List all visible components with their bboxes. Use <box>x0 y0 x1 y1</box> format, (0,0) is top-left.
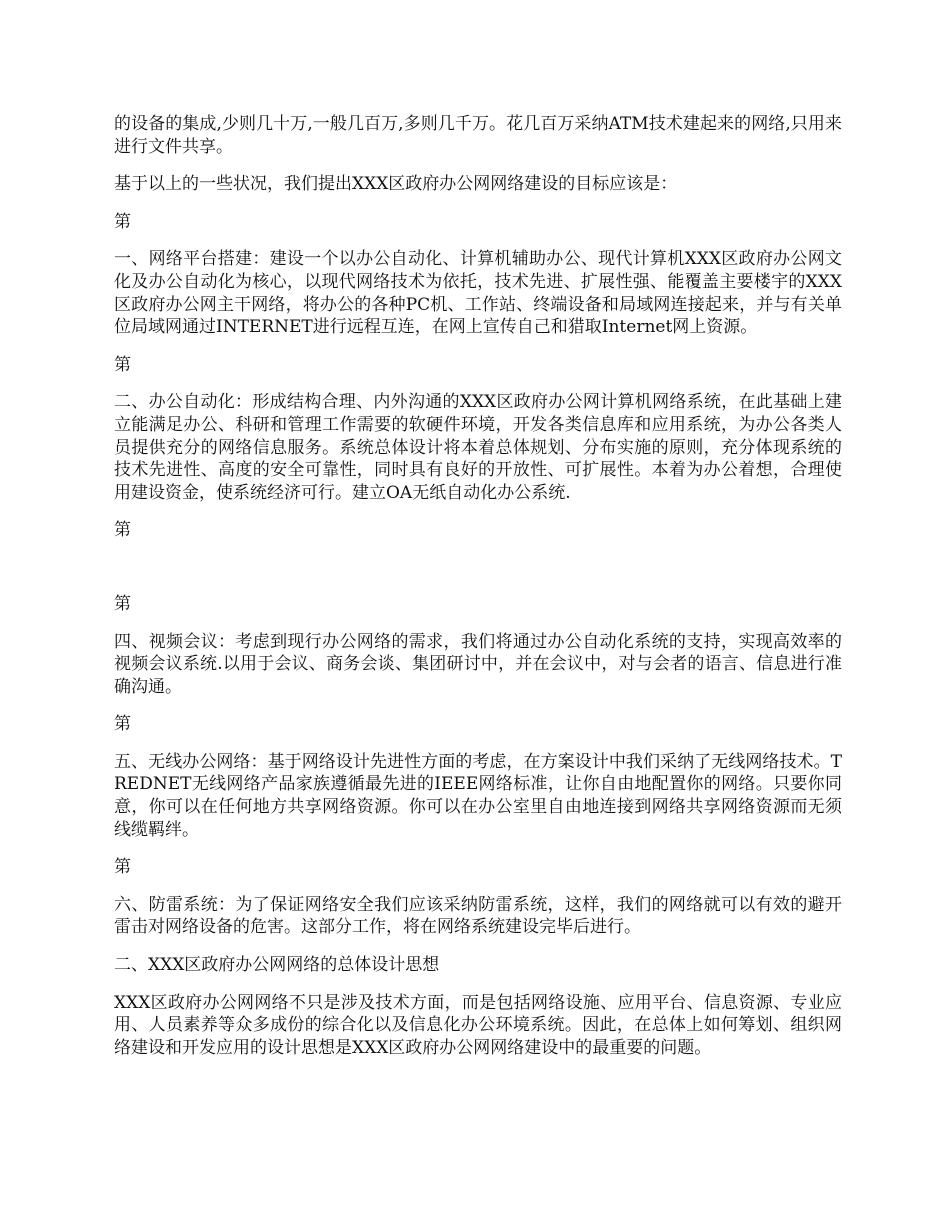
section-marker: 第 <box>114 354 131 375</box>
paragraph-video-conference: 四、视频会议：考虑到现行办公网络的需求，我们将通过办公自动化系统的支持，实现高效率的视频会议系统.以用于会议、商务会谈、集团研讨中，并在会议中，对与会者的语言、信息进行准确沟通。 <box>114 631 842 697</box>
paragraph-design-philosophy: XXX区政府办公网网络不只是涉及技术方面，而是包括网络设施、应用平台、信息资源、专业应用、人员素养等众多成份的综合化以及信息化办公环境系统。因此，在总体上如何筹划、组织网络建设和开发应用的设计思想是XXX区政府办公网网络建设中的最重要的问题。 <box>114 992 842 1058</box>
section-marker: 第 <box>114 593 131 614</box>
paragraph-network-platform: 一、网络平台搭建：建设一个以办公自动化、计算机辅助办公、现代计算机XXX区政府办公网文化及办公自动化为核心，以现代网络技术为依托，技术先进、扩展性强、能覆盖主要楼宇的XXX区政府办公网主干网络，将办公的各种PC机、工作站、终端设备和局域网连接起来，并与有关单位局域网通过INTERNET进行远程互连，在网上宣传自己和猎取Internet网上资源。 <box>114 249 842 338</box>
blank-gap <box>114 557 842 593</box>
section-heading-design-philosophy: 二、XXX区政府办公网网络的总体设计思想 <box>114 955 440 976</box>
section-marker: 第 <box>114 520 131 541</box>
section-marker: 第 <box>114 714 131 735</box>
paragraph-goal-statement: 基于以上的一些状况，我们提出XXX区政府办公网网络建设的目标应该是： <box>114 174 678 195</box>
paragraph-office-automation: 二、办公自动化：形成结构合理、内外沟通的XXX区政府办公网计算机网络系统，在此基础上建立能满足办公、科研和管理工作需要的软硬件环境，开发各类信息库和应用系统，为办公各类人员提供充分的网络信息服务。系统总体设计将本着总体规划、分布实施的原则，充分体现系统的技术先进性、高度的安全可靠性，同时具有良好的开放性、可扩展性。本着为办公着想，合理使用建设资金，使系统经济可行。建立OA无纸自动化办公系统. <box>114 392 842 503</box>
paragraph-wireless-network: 五、无线办公网络：基于网络设计先进性方面的考虑，在方案设计中我们采纳了无线网络技术。TREDNET无线网络产品家族遵循最先进的IEEE网络标准，让你自由地配置你的网络。只要你同意，你可以在任何地方共享网络资源。你可以在办公室里自由地连接到网络共享网络资源而无须线缆羁绊。 <box>114 751 842 840</box>
section-marker: 第 <box>114 211 131 232</box>
document-body <box>114 113 842 1074</box>
paragraph-intro-cost: 的设备的集成,少则几十万,一般几百万,多则几千万。花几百万采纳ATM技术建起来的网络,只用来进行文件共享。 <box>114 114 842 157</box>
paragraph-lightning-protection: 六、防雷系统：为了保证网络安全我们应该采纳防雷系统，这样，我们的网络就可以有效的避开雷击对网络设备的危害。这部分工作，将在网络系统建设完毕后进行。 <box>114 894 842 938</box>
section-marker: 第 <box>114 857 131 878</box>
